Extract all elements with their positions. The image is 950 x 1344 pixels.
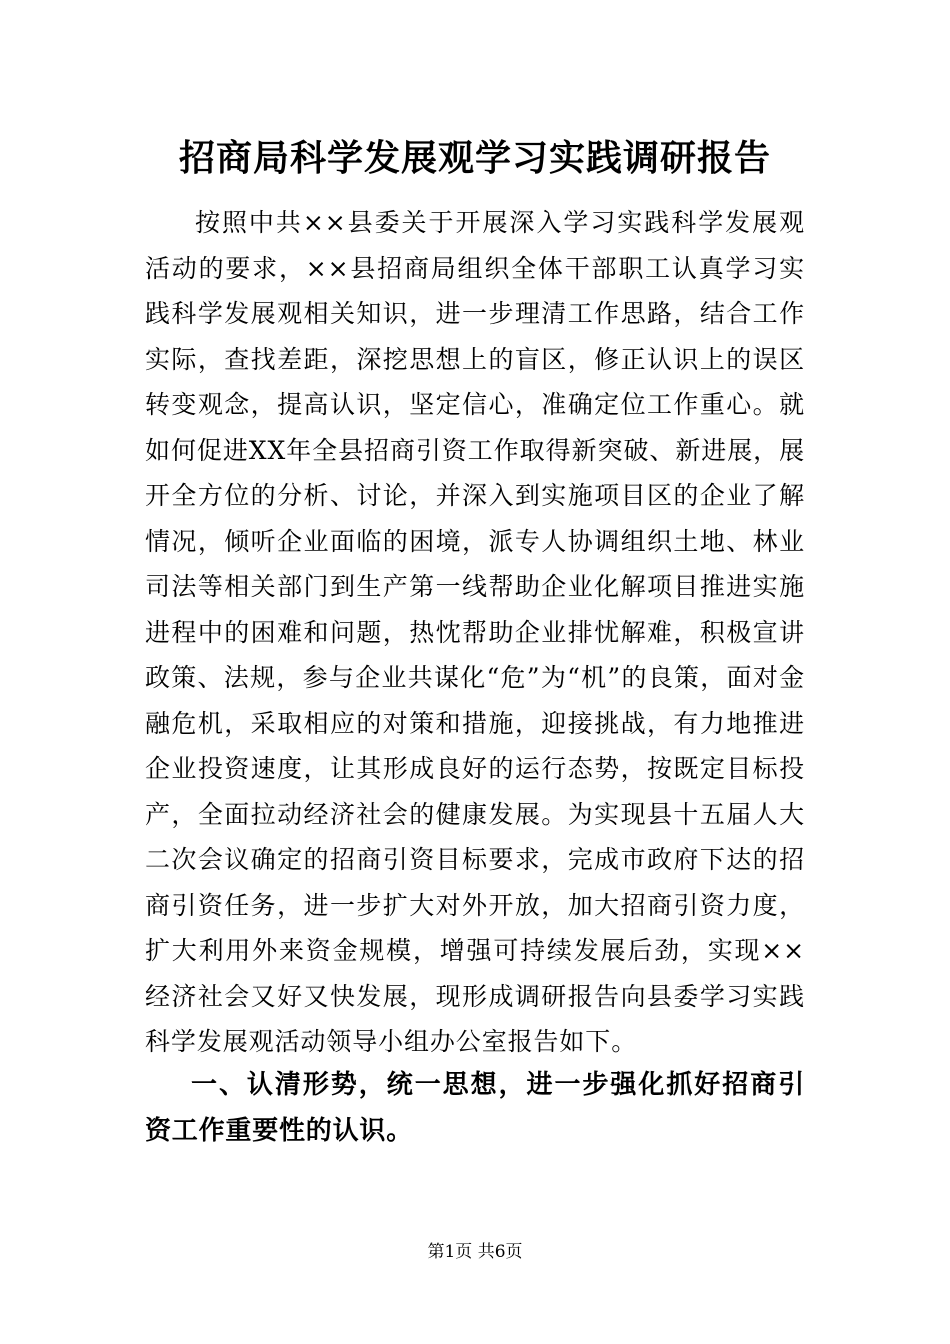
document-title: 招商局科学发展观学习实践调研报告 [178, 137, 771, 179]
body-paragraph: 按照中共××县委关于开展深入学习实践科学发展观活动的要求，××县招商局组织全体干部职工认真学习实践科学发展观相关知识，进一步理清工作思路，结合工作实际，查找差距，深挖思想上的盲区，修正认识上的误区转变观念，提高认识，坚定信心，准确定位工作重心。就如何促进XX年全县招商引资工作取得新突破、新进展，展开全方位的分析、讨论，并深入到实施项目区的企业了解情况，倾听企业面临的困境，派专人协调组织土地、林业司法等相关部门到生产第一线帮助企业化解项目推进实施进程中的困难和问题，热忱帮助企业排忧解难，积极宣讲政策、法规，参与企业共谋化“危”为“机”的良策，面对金融危机，采取相应的对策和措施，迎接挑战，有力地推进企业投资速度，让其形成良好的运行态势，按既定目标投产，全面拉动经济社会的健康发展。为实现县十五届人大二次会议确定的招商引资目标要求，完成市政府下达的招商引资任务，进一步扩大对外开放，加大招商引资力度，扩大利用外来资金规模，增强可持续发展后劲，实现××经济社会又好又快发展，现形成调研报告向县委学习实践科学发展观活动领导小组办公室报告如下。 [145, 208, 805, 1056]
page-number-footer: 第1页 共6页 [427, 1242, 523, 1262]
section-heading: 一、认清形势，统一思想，进一步强化抓好招商引资工作重要性的认识。 [145, 1070, 805, 1146]
